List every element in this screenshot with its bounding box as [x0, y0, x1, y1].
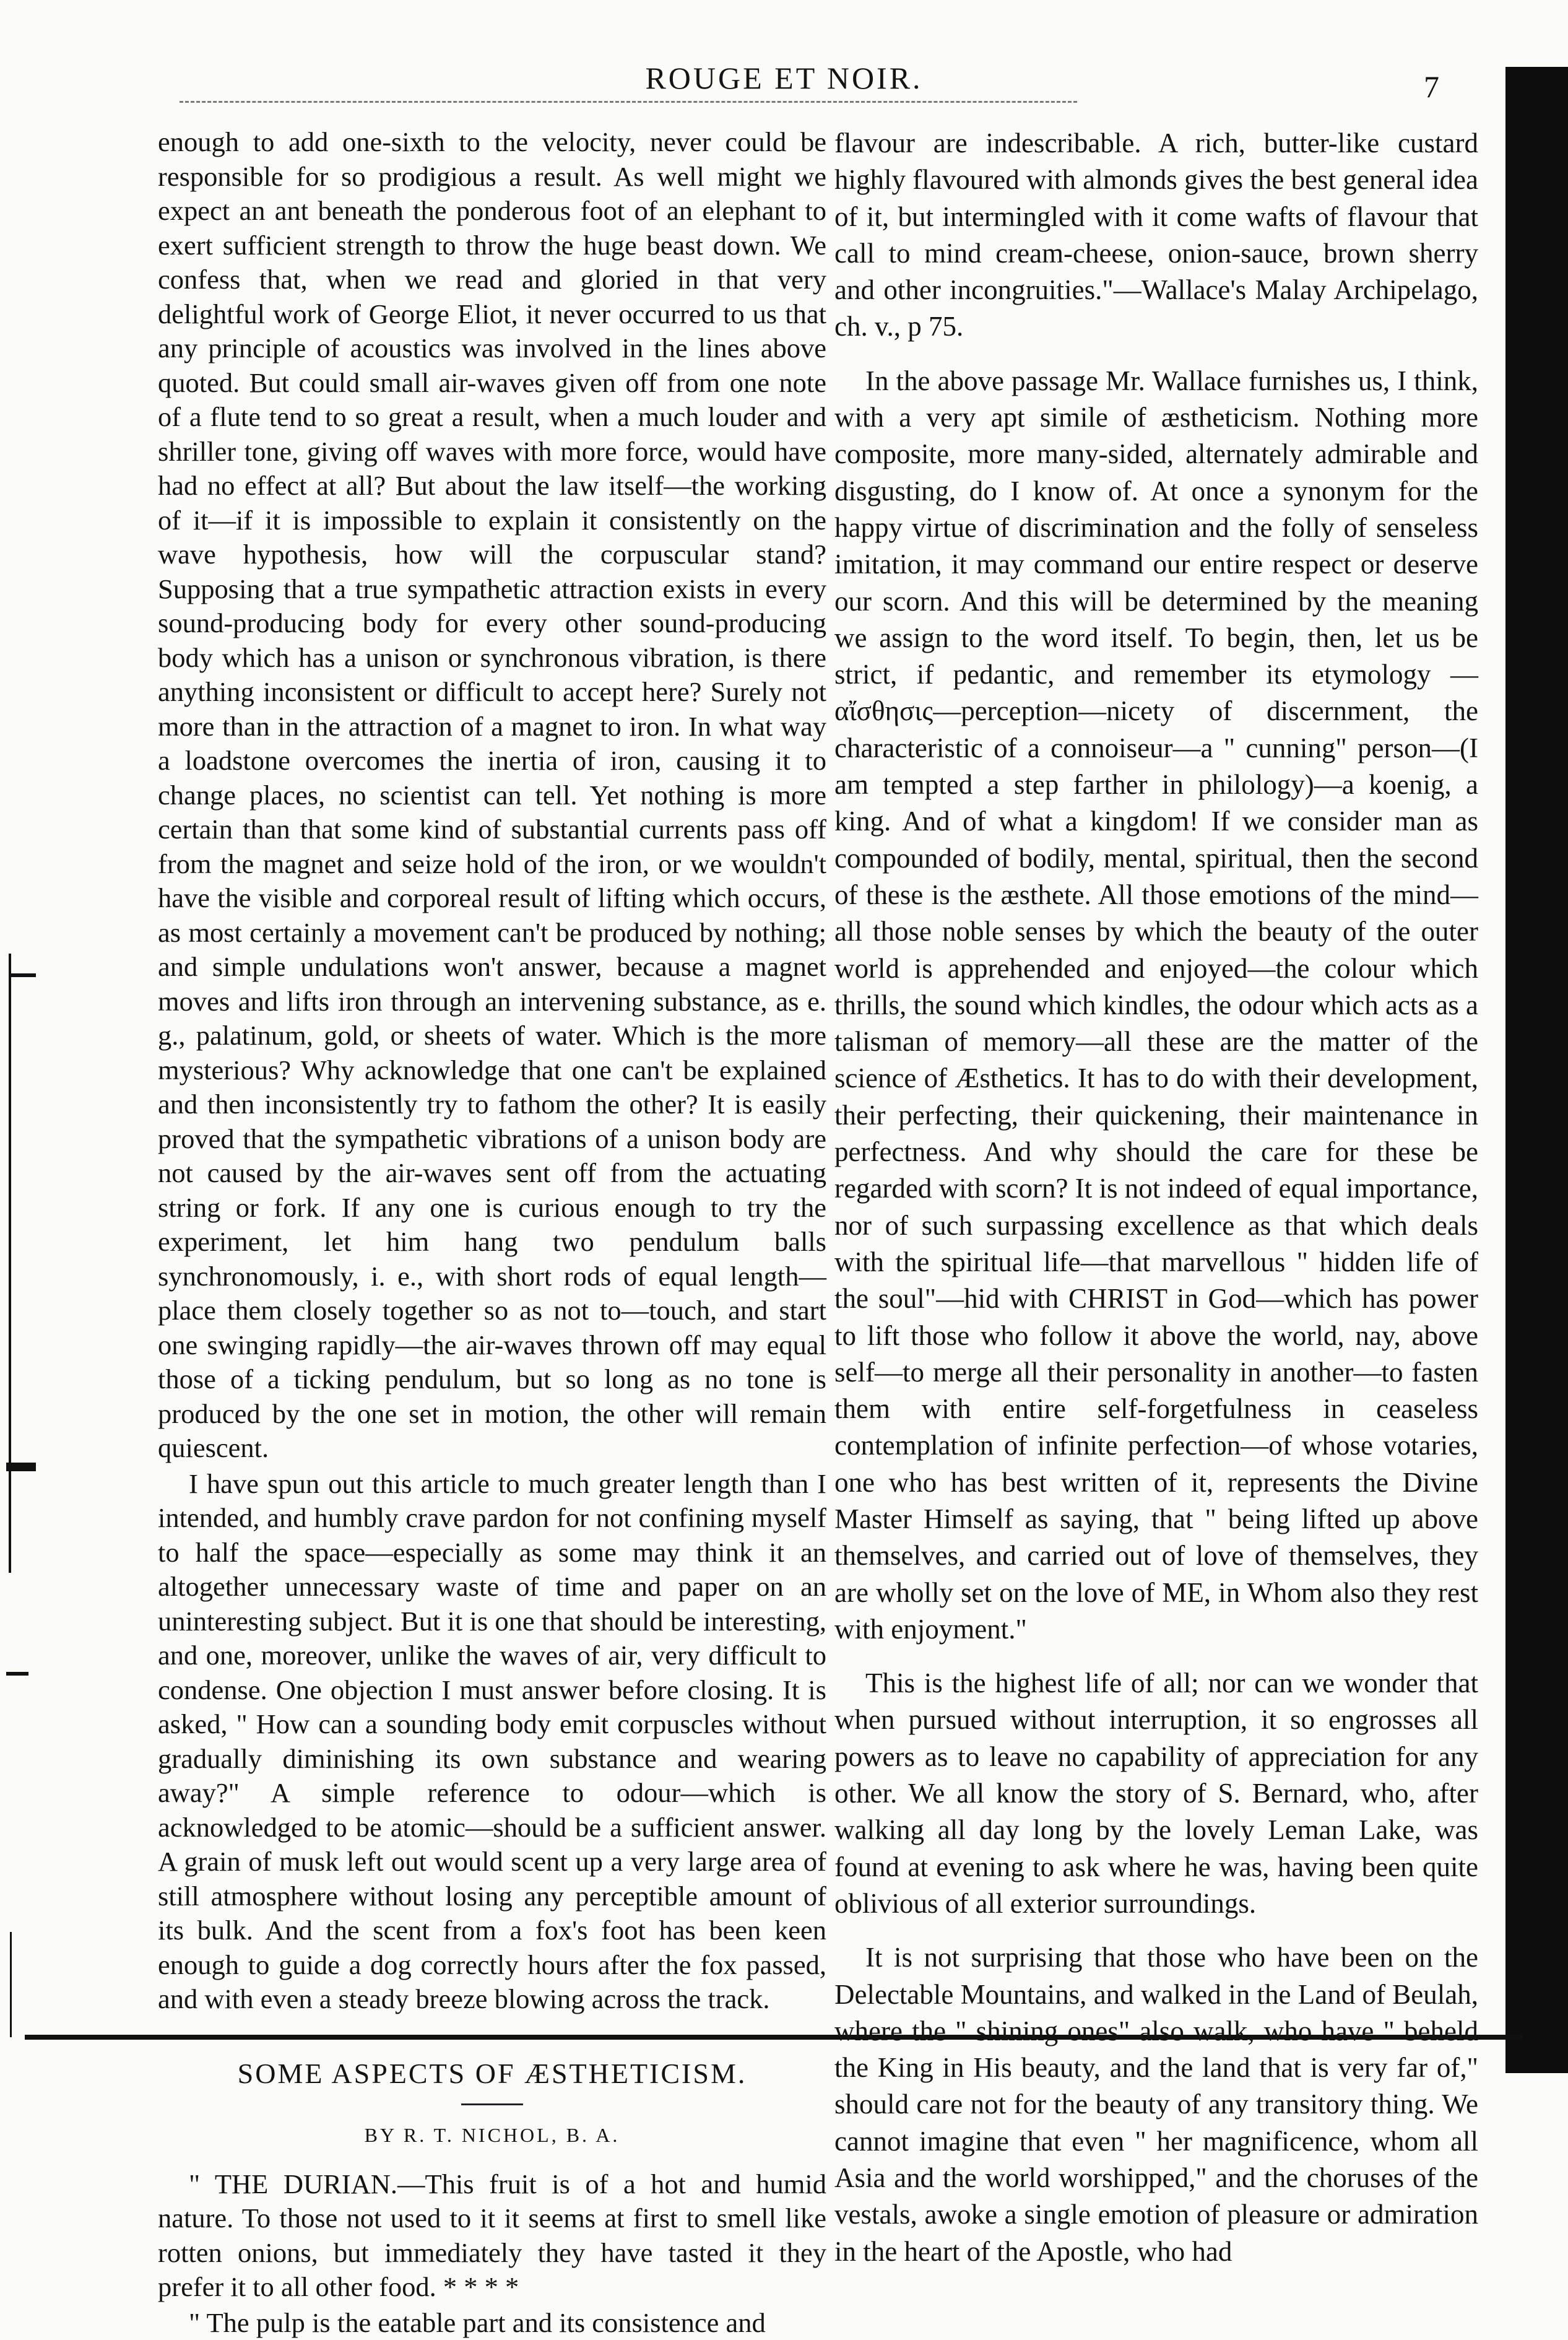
article-byline: BY R. T. NICHOL, B. A.: [158, 2121, 826, 2149]
left-paragraph: enough to add one-sixth to the velocity, never could be responsible for so prodigious a result. As well might we expect an ant beneath the ponderous foot of an elephant to exert sufficient strength to throw the huge beast down. We confess that, when we read and gloried in that very delightful work of George Eliot, it never occurred to us that any principle of acoustics was involved in the lines above quoted. But could small air-waves given off from one note of a flute tend to so great a result, when a much louder and shriller tone, giving off waves with more force, would have had no effect at all? But about the law itself—the working of it—if it is impossible to explain it consistently on the wave hypothesis, how will the corpuscular stand? Supposing that a true sympathetic attraction exists in every sound-producing body for every other sound-producing body which has a unison or synchronous vibration, is there anything inconsistent or difficult to accept here? Surely not more than in the attraction of a magnet to iron. In what way a loadstone overcomes the inertia of iron, causing it to change places, no scientist can tell. Yet nothing is more certain than that some kind of substantial currents pass off from the magnet and seize hold of the iron, or we wouldn't have the visible and corporeal result of lifting which occurs, as most certainly a movement can't be produced by nothing; and simple undulations won't answer, because a magnet moves and lifts iron through an intervening substance, as e. g., palatinum, gold, or sheets of water. Which is the more mysterious? Why acknowledge that one can't be explained and then inconsistently try to fathom the other? It is easily proved that the sympathetic vibrations of a unison body are not caused by the air-waves sent off from the actuating string or fork. If any one is curious enough to try the experiment, let him hang two pendulum balls synchronomously, i. e., with short rods of equal length—place them closely together so as not to—touch, and start one swinging rapidly—the air-waves thrown off may equal those of a ticking pendulum, but so long as no tone is produced by the one set in motion, the other will remain quiescent.: [158, 125, 826, 1466]
epigraph-quote: " THE DURIAN.—This fruit is of a hot and humid nature. To those not used to it it seems at first to smell like rotten onions, but immediately they have tasted it they prefer it to all other food. * * * *: [158, 2167, 826, 2305]
page-number: 7: [1424, 68, 1439, 105]
right-paragraph: flavour are indescribable. A rich, butter-like custard highly flavoured with almonds gives the best general idea of it, but intermingled with it come wafts of flavour that call to mind cream-cheese, onion-sauce, brown sherry and other incongruities."—Wallace's Malay Archipelago, ch. v., p 75.: [834, 125, 1478, 346]
right-paragraph: It is not surprising that those who have been on the Delectable Mountains, and walked in the Land of Beulah, where the " shining ones" also walk, who have " beheld the King in His beauty, and the land that is very far of," should care not for the beauty of any transitory thing. We cannot imagine that even " her magnificence, whom all Asia and the world worshipped," and the choruses of the vestals, awoke a single emotion of pleasure or admiration in the heart of the Apostle, who had: [834, 1939, 1478, 2270]
running-title: ROUGE ET NOIR.: [0, 59, 1568, 97]
left-column: [158, 125, 826, 2340]
epigraph-quote: " The pulp is the eatable part and its consistence and: [158, 2306, 826, 2340]
right-paragraph: This is the highest life of all; nor can we wonder that when pursued without interruption, it so engrosses all powers as to leave no capability of appreciation for any other. We all know the story of S. Bernard, who, after walking all day long by the lovely Leman Lake, was found at evening to ask where he was, having been quite oblivious of all exterior surroundings.: [834, 1665, 1478, 1922]
article-title: SOME ASPECTS OF ÆSTHETICISM.: [158, 2055, 826, 2092]
title-rule: [461, 2103, 523, 2105]
right-column: [834, 125, 1478, 2270]
left-paragraph: I have spun out this article to much greater length than I intended, and humbly crave pardon for not confining myself to half the space—especially as some may think it an altogether unnecessary waste of time and paper on an uninteresting subject. But it is one that should be interesting, and one, moreover, unlike the waves of air, very difficult to condense. One objection I must answer before closing. It is asked, " How can a sounding body emit corpuscles without gradually diminishing its own substance and wearing away?" A simple reference to odour—which is acknowledged to be atomic—should be a sufficient answer. A grain of musk left out would scent up a very large area of still atmosphere without losing any perceptible amount of its bulk. And the scent from a fox's foot has been keen enough to guide a dog correctly hours after the fox passed, and with even a steady breeze blowing across the track.: [158, 1467, 826, 2017]
binding-edge: [1505, 67, 1568, 2073]
right-paragraph: In the above passage Mr. Wallace furnishes us, I think, with a very apt simile of æstheticism. Nothing more composite, more many-sided, alternately admirable and disgusting, do I know of. At once a synonym for the happy virtue of discrimination and the folly of senseless imitation, it may command our entire respect or deserve our scorn. And this will be determined by the meaning we assign to the word itself. To begin, then, let us be strict, if pedantic, and remember its etymology —αἴσθησις—perception—nicety of discernment, the characteristic of a connoiseur—a " cunning" person—(I am tempted a step farther in philology)—a koenig, a king. And of what a kingdom! If we consider man as compounded of bodily, mental, spiritual, then the second of these is the æsthete. All those emotions of the mind—all those noble senses by which the beauty of the outer world is apprehended and enjoyed—the colour which thrills, the sound which kindles, the odour which acts as a talisman of memory—all these are the matter of the science of Æsthetics. It has to do with their development, their perfecting, their quickening, their maintenance in perfectness. And why should the care for these be regarded with scorn? It is not indeed of equal importance, nor of such surpassing excellence as that which deals with the spiritual life—that marvellous " hidden life of the soul"—hid with CHRIST in God—which has power to lift those who follow it above the world, nay, above self—to merge all their personality in another—to fasten them with entire self-forgetfulness in ceaseless contemplation of infinite perfection—of whose votaries, one who has best written of it, represents the Divine Master Himself as saying, that " being lifted up above themselves, and carried out of love of themselves, they are wholly set on the love of ME, in Whom also they rest with enjoyment.": [834, 363, 1478, 1648]
header-rule: [180, 101, 1077, 103]
